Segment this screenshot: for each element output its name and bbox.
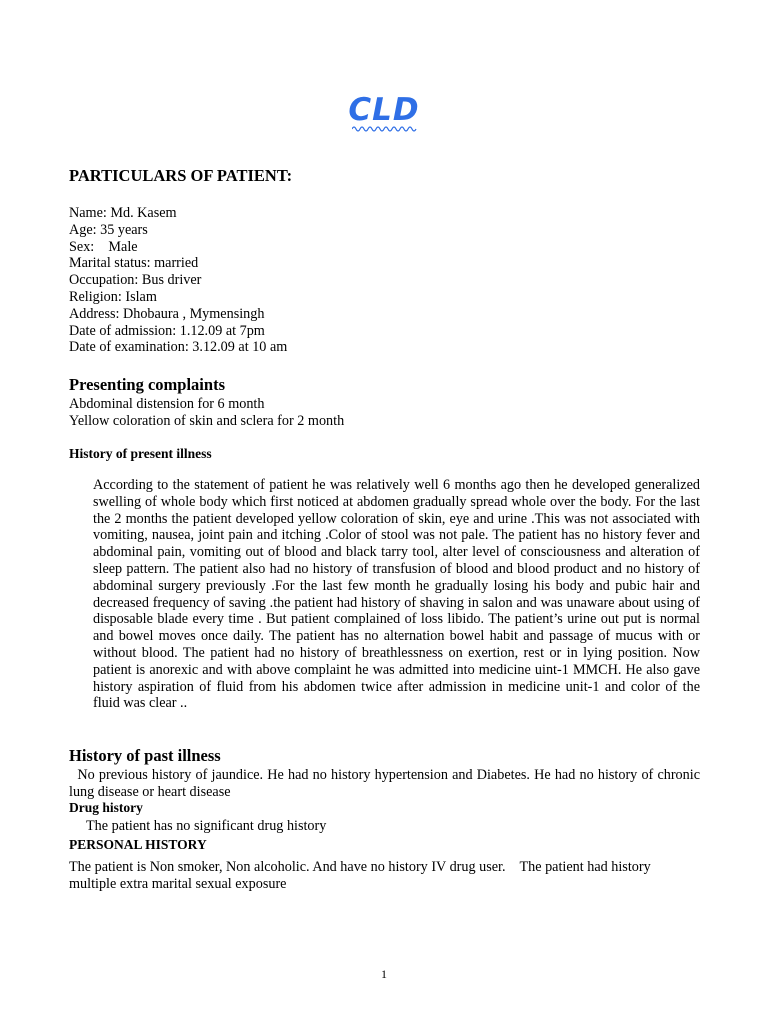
drug-history-text: The patient has no significant drug history — [86, 818, 327, 834]
particular-sex: Sex: Male — [69, 238, 138, 255]
page-number: 1 — [381, 967, 387, 981]
particular-examination-date: Date of examination: 3.12.09 at 10 am — [69, 339, 288, 356]
past-illness-text: No previous history of jaundice. He had no history hypertension and Diabetes. He had no history of chronic lung disease or heart disease — [69, 767, 704, 800]
personal-history-text: The patient is Non smoker, Non alcoholic. And have no history IV drug user. The patient had history multiple extra marital sexual exposure — [69, 859, 655, 892]
personal-history-heading: PERSONAL HISTORY — [69, 837, 207, 852]
particular-religion: Religion: Islam — [69, 288, 157, 305]
particular-marital-status: Marital status: married — [69, 255, 199, 272]
particular-name: Name: Md. Kasem — [69, 205, 177, 221]
drug-history-heading: Drug history — [69, 800, 143, 815]
complaint-item: Abdominal distension for 6 month — [69, 396, 265, 412]
particular-age: Age: 35 years — [69, 221, 148, 238]
presenting-complaints-list — [69, 396, 344, 430]
complaint-item: Yellow coloration of skin and sclera for 2 month — [69, 412, 345, 429]
particulars-list — [69, 205, 287, 356]
present-illness-text: According to the statement of patient he was relatively well 6 months ago then he developed generalized swelling of whole body which first noticed at abdomen gradually spread whole over the body. For the last the 2 months the patient developed yellow coloration of skin, eye and urine .This was not associated with vomiting, nausea, joint pain and itching .Color of stool was not pale. The patient has no history fever and abdominal pain, vomiting out of blood and black tarry tool, alter level of consciousness and alteration of sleep pattern. The patient also had no history of transfusion of blood and blood product and no history of abdominal surgery previously .For the last few month he gradually losing his body and pubic hair and decreased frequency of saving .the patient had history of shaving in salon and was unaware about using of disposable blade every time . But patient complained of loss libido. The patient’s urine out put is normal and bowel moves once daily. The patient has no alternation bowel habit and passage of mucus with or without blood. The patient had no history of breathlessness on exertion, rest or in lying position. Now patient is anorexic and with above complaint he was admitted into medicine uint-1 MMCH. He also gave history aspiration of fluid from his abdomen twice after admission in medicine unit-1 and color of the fluid was clear .. — [93, 477, 700, 712]
particulars-heading: PARTICULARS OF PATIENT: — [69, 166, 293, 185]
particular-address: Address: Dhobaura , Mymensingh — [69, 305, 265, 322]
particular-occupation: Occupation: Bus driver — [69, 272, 202, 289]
presenting-complaints-heading: Presenting complaints — [69, 375, 225, 394]
document-title: CLD — [348, 92, 420, 128]
spellcheck-underline — [352, 125, 418, 133]
present-illness-heading: History of present illness — [69, 446, 212, 461]
past-illness-heading: History of past illness — [69, 746, 221, 765]
particular-admission-date: Date of admission: 1.12.09 at 7pm — [69, 322, 265, 339]
